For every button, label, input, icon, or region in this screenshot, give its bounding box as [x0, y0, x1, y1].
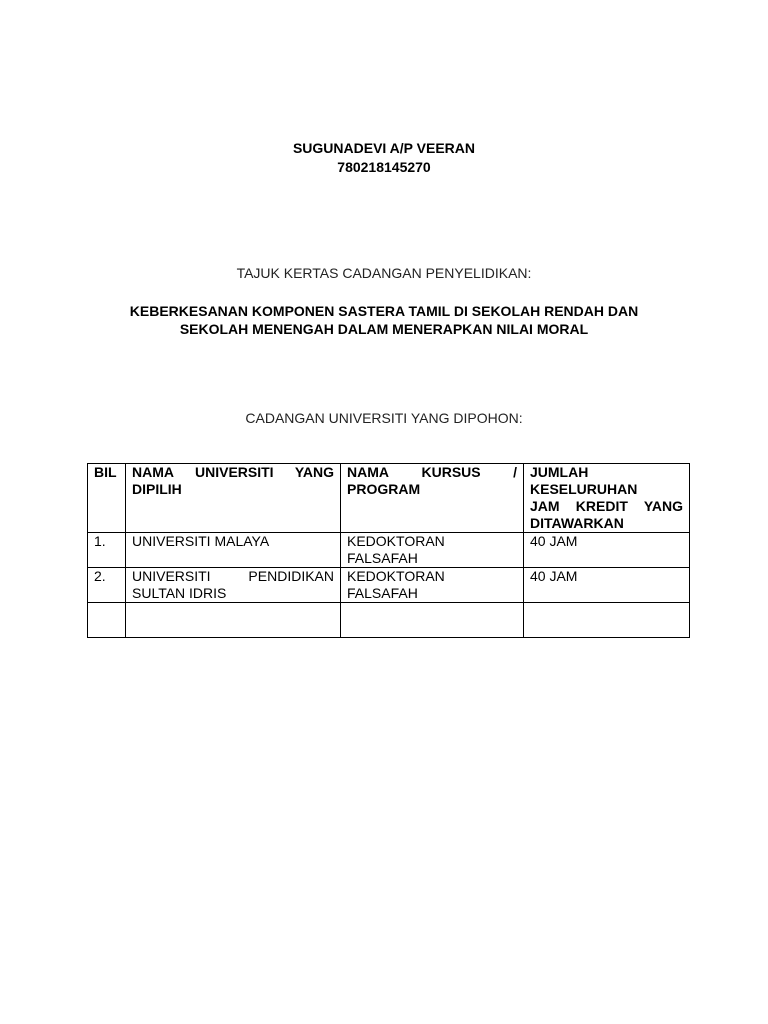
header-nama-kursus: [341, 464, 524, 533]
applicant-id-number: 780218145270: [337, 159, 431, 175]
header-jumlah-line-4: DITAWARKAN: [530, 515, 624, 531]
cell-universiti: UNIVERSITI MALAYA: [126, 533, 341, 568]
cell-kursus: KEDOKTORAN FALSAFAH: [341, 533, 524, 568]
cell-jam: 40 JAM: [524, 568, 690, 603]
cell-jam: 40 JAM: [524, 533, 690, 568]
header-nama-kursus-line-1: [347, 464, 517, 481]
header-bil: [88, 464, 126, 533]
header-nama-universiti: [126, 464, 341, 533]
header-bil-label: BIL: [94, 464, 117, 480]
cell-kursus: KEDOKTORAN FALSAFAH: [341, 568, 524, 603]
research-title-line-1: KEBERKESANAN KOMPONEN SASTERA TAMIL DI SEKOLAH RENDAH DAN: [129, 303, 639, 319]
cell-bil: 1.: [88, 533, 126, 568]
header-nama-universiti-label: NAMA UNIVERSITI YANG DIPILIH: [132, 464, 334, 497]
applicant-name: SUGUNADEVI A/P VEERAN: [292, 140, 476, 156]
cell-bil: 2.: [88, 568, 126, 603]
header-jumlah-line-1: JUMLAH: [530, 464, 589, 480]
cell-universiti: UNIVERSITI PENDIDIKAN SULTAN IDRIS: [126, 568, 341, 603]
university-section-label: CADANGAN UNIVERSITI YANG DIPOHON:: [245, 410, 523, 426]
header-kursus-word-kursus: KURSUS: [421, 464, 481, 480]
header-kursus-slash: /: [513, 464, 517, 480]
research-title-label: TAJUK KERTAS CADANGAN PENYELIDIKAN:: [236, 265, 532, 281]
header-kursus-word-nama: NAMA: [347, 464, 389, 480]
header-nama-kursus-line-2: PROGRAM: [347, 481, 421, 497]
header-jumlah-jam: [524, 464, 690, 533]
table-row: [88, 568, 690, 603]
header-jumlah-line-2: KESELURUHAN: [530, 481, 638, 497]
cell-universiti: [126, 603, 341, 638]
cell-kursus: [341, 603, 524, 638]
table-row: [88, 603, 690, 638]
table-header-row: [88, 464, 690, 533]
header-jumlah-line-3: [530, 498, 683, 515]
university-table: [87, 463, 690, 638]
cell-jam: [524, 603, 690, 638]
research-title-line-2: SEKOLAH MENENGAH DALAM MENERAPKAN NILAI MORAL: [179, 321, 589, 337]
table-row: [88, 533, 690, 568]
header-jumlah-line-3-text: JAM KREDIT YANG: [530, 498, 683, 514]
cell-bil: [88, 603, 126, 638]
